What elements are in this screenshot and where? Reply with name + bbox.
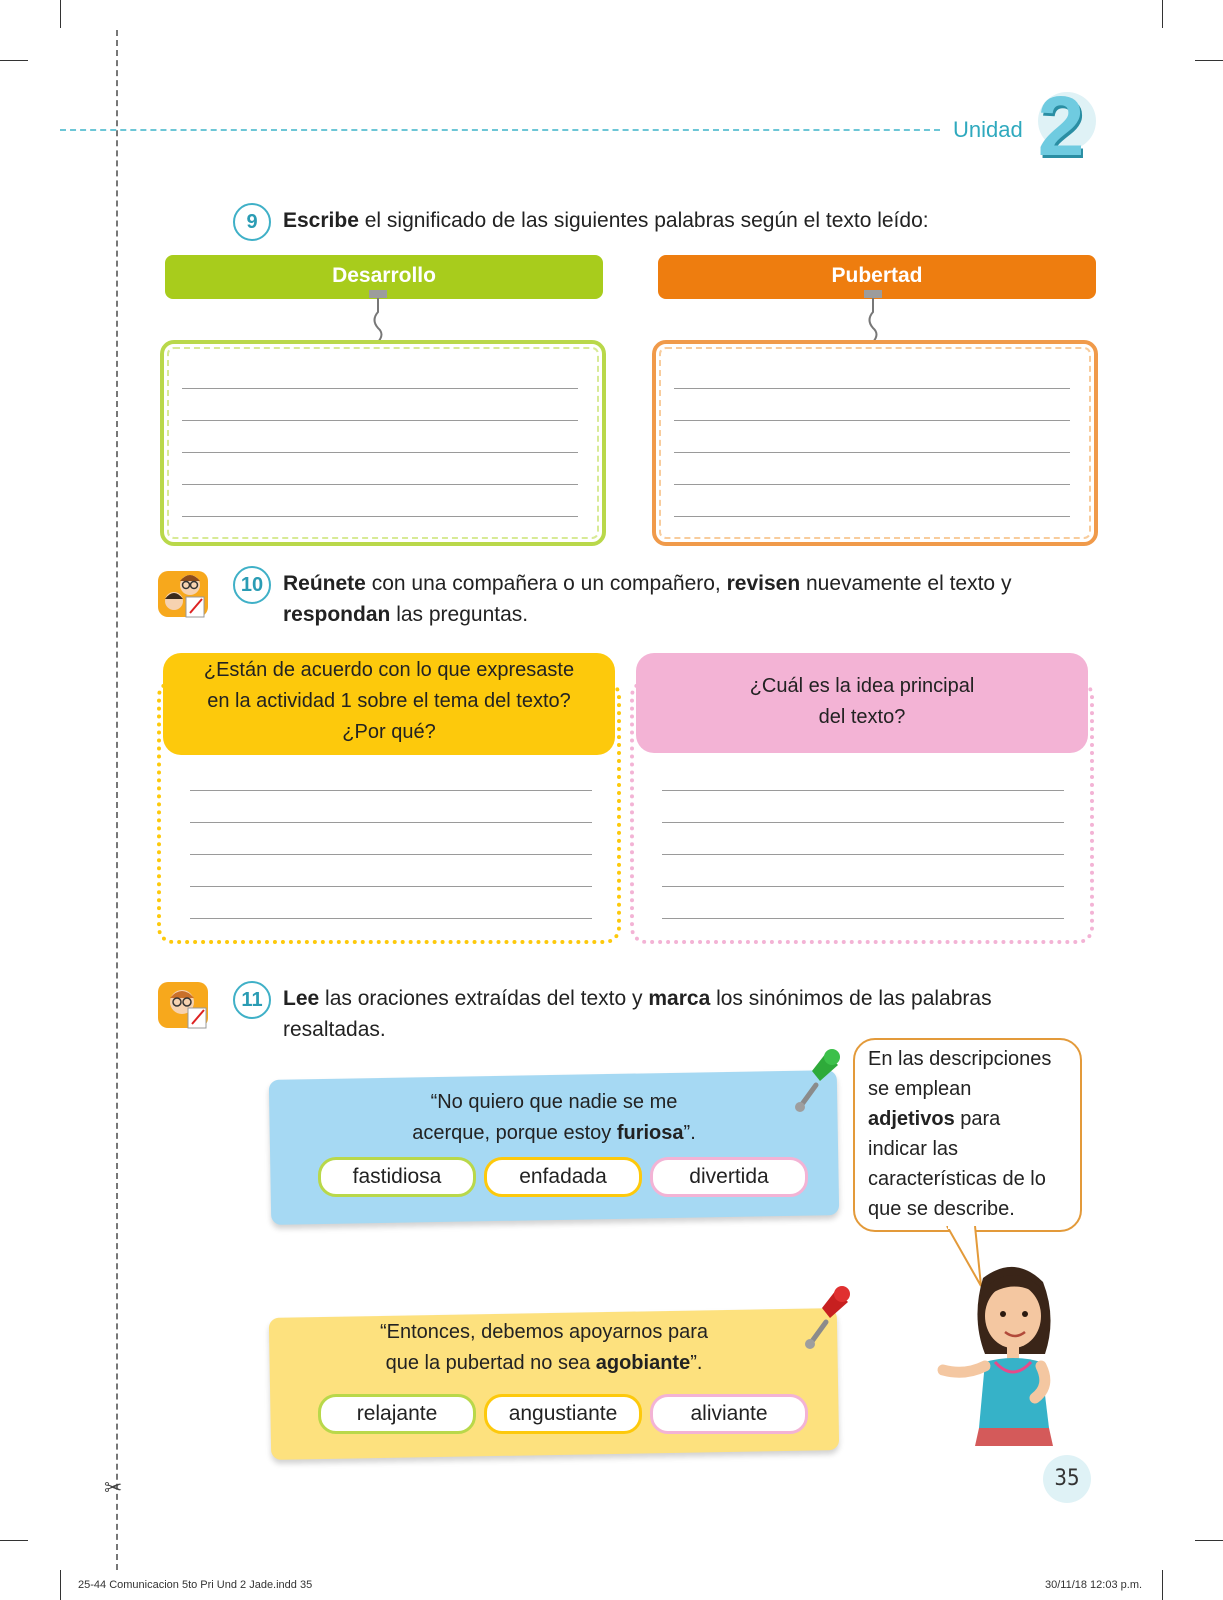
sentence-text: “Entonces, debemos apoyarnos para que la pubertad no sea agobiante”. xyxy=(380,1321,708,1374)
tip-text: En las descripciones se emplean adjetivos para indicar las características de lo que se describe. xyxy=(868,1048,1052,1220)
pair-work-icon xyxy=(156,565,212,621)
unit-label: Unidad xyxy=(953,117,1023,142)
answer-line xyxy=(662,822,1064,823)
footer-date: 30/11/18 12:03 p.m. xyxy=(1045,1579,1143,1591)
crop-mark xyxy=(1162,0,1163,28)
sentence-text: “No quiero que nadie se me acerque, porque estoy furiosa”. xyxy=(412,1091,696,1144)
word-label-pubertad: Pubertad xyxy=(658,255,1096,299)
answer-line xyxy=(182,388,578,389)
scissors-icon: ✂ xyxy=(104,1475,123,1500)
unit-number: 2 xyxy=(1037,79,1085,173)
answer-line xyxy=(662,918,1064,919)
option-divertida[interactable]: divertida xyxy=(650,1157,808,1197)
word-label-desarrollo: Desarrollo xyxy=(165,255,603,299)
crop-mark xyxy=(60,1570,61,1600)
answer-line xyxy=(190,822,592,823)
question-opinion: ¿Están de acuerdo con lo que expresaste en la actividad 1 sobre el tema del texto? ¿Por qué? xyxy=(163,653,615,755)
activity-number: 11 xyxy=(233,981,271,1019)
crop-mark xyxy=(1162,1570,1163,1600)
answer-line xyxy=(674,388,1070,389)
option-angustiante[interactable]: angustiante xyxy=(484,1394,642,1434)
activity-instruction: Reúnete con una compañera o un compañero, revisen nuevamente el texto y respondan las preguntas. xyxy=(283,572,1012,626)
answer-line xyxy=(674,484,1070,485)
answer-line xyxy=(662,854,1064,855)
activity-number: 10 xyxy=(233,566,271,604)
answer-line xyxy=(674,516,1070,517)
answer-line xyxy=(190,790,592,791)
crop-mark xyxy=(60,0,61,28)
cut-line xyxy=(116,30,118,1570)
option-aliviante[interactable]: aliviante xyxy=(650,1394,808,1434)
activity-instruction: Lee las oraciones extraídas del texto y marca los sinónimos de las palabras resaltadas. xyxy=(283,987,992,1041)
option-enfadada[interactable]: enfadada xyxy=(484,1157,642,1197)
push-pin-icon xyxy=(800,1282,856,1352)
answer-line xyxy=(662,886,1064,887)
answer-line xyxy=(190,854,592,855)
footer-file-info: 25-44 Comunicacion 5to Pri Und 2 Jade.indd 35 xyxy=(78,1579,313,1591)
crop-mark xyxy=(1195,1540,1223,1541)
girl-illustration xyxy=(925,1258,1085,1448)
crop-mark xyxy=(0,60,28,61)
option-relajante[interactable]: relajante xyxy=(318,1394,476,1434)
crop-mark xyxy=(1195,60,1223,61)
individual-work-icon xyxy=(156,980,212,1032)
answer-line xyxy=(182,420,578,421)
activity-instruction: Escribe el significado de las siguientes palabras según el texto leído: xyxy=(283,209,929,232)
answer-line xyxy=(190,886,592,887)
answer-line xyxy=(674,452,1070,453)
answer-line xyxy=(182,484,578,485)
answer-line xyxy=(182,452,578,453)
answer-line xyxy=(190,918,592,919)
question-main-idea: ¿Cuál es la idea principal del texto? xyxy=(636,653,1088,753)
header-rule xyxy=(60,129,940,131)
page-number: 35 xyxy=(1043,1455,1091,1503)
answer-line xyxy=(674,420,1070,421)
activity-number: 9 xyxy=(233,203,271,241)
answer-line xyxy=(182,516,578,517)
crop-mark xyxy=(0,1540,28,1541)
answer-line xyxy=(662,790,1064,791)
option-fastidiosa[interactable]: fastidiosa xyxy=(318,1157,476,1197)
